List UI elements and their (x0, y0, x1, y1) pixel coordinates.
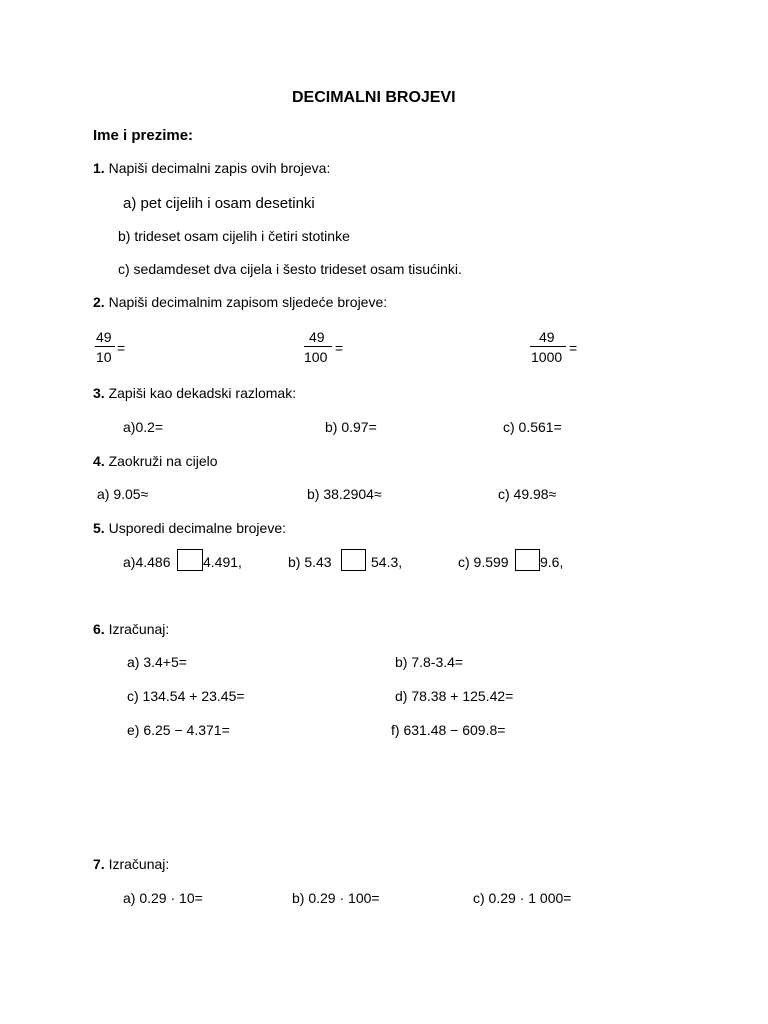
q3-item-b: b) 0.97= (325, 419, 377, 435)
fraction-49-10 (93, 328, 133, 364)
question-2 (93, 295, 387, 309)
fraction-denominator: 10 (96, 349, 112, 365)
compare-box[interactable] (341, 549, 366, 571)
fraction-bar (530, 346, 566, 347)
fraction-49-1000 (529, 328, 589, 364)
question-number: 7. (93, 856, 105, 872)
fraction-49-100 (303, 328, 353, 364)
q6-item-f: f) 631.48 − 609.8= (391, 722, 506, 738)
question-number: 5. (93, 520, 105, 536)
q1-item-a: a) pet cijelih i osam desetinki (123, 195, 315, 212)
question-6 (93, 622, 169, 636)
q5-item-c-right: 9.6, (540, 554, 564, 570)
fraction-bar (304, 346, 332, 347)
q3-item-a: a)0.2= (123, 419, 164, 435)
question-text: Zaokruži na cijelo (108, 453, 218, 469)
q6-item-a: a) 3.4+5= (127, 654, 187, 670)
fraction-numerator: 49 (539, 329, 555, 345)
question-number: 2. (93, 294, 105, 310)
question-text: Izračunaj: (108, 621, 170, 637)
question-number: 3. (93, 385, 105, 401)
fraction-numerator: 49 (309, 329, 325, 345)
q5-item-c-left: c) 9.599 (458, 554, 509, 570)
fraction-numerator: 49 (96, 329, 112, 345)
q4-item-b: b) 38.2904≈ (307, 486, 382, 502)
question-3 (93, 386, 296, 400)
q4-item-c: c) 49.98≈ (498, 486, 557, 502)
q1-item-b: b) trideset osam cijelih i četiri stotinke (118, 228, 350, 244)
equals-sign: = (569, 340, 578, 356)
question-text: Zapiši kao dekadski razlomak: (108, 385, 297, 401)
page-title: DECIMALNI BROJEVI (292, 89, 456, 106)
question-text: Napiši decimalnim zapisom sljedeće brojeve: (108, 294, 388, 310)
q7-item-a: a) 0.29 · 10= (123, 890, 203, 906)
q4-item-a: a) 9.05≈ (97, 486, 149, 502)
q1-item-c: c) sedamdeset dva cijela i šesto trideset osam tisućinki. (118, 261, 462, 277)
question-text: Usporedi decimalne brojeve: (108, 520, 287, 536)
equals-sign: = (117, 340, 126, 356)
q3-item-c: c) 0.561= (503, 419, 562, 435)
question-1 (93, 161, 330, 175)
fraction-bar (95, 346, 115, 347)
q5-item-a-left: a)4.486 (123, 554, 171, 570)
name-label: Ime i prezime: (93, 127, 194, 144)
question-7 (93, 857, 169, 871)
q5-item-b-right: 54.3, (371, 554, 403, 570)
q6-item-b: b) 7.8-3.4= (395, 654, 464, 670)
compare-box[interactable] (177, 549, 203, 571)
q6-item-c: c) 134.54 + 23.45= (127, 688, 245, 704)
question-4 (93, 454, 218, 468)
q5-item-a-right: 4.491, (203, 554, 242, 570)
fraction-denominator: 100 (304, 349, 328, 365)
equals-sign: = (335, 340, 344, 356)
q6-item-e: e) 6.25 − 4.371= (127, 722, 230, 738)
q5-item-b-left: b) 5.43 (288, 554, 332, 570)
q7-item-b: b) 0.29 · 100= (292, 890, 380, 906)
question-text: Izračunaj: (108, 856, 170, 872)
question-number: 1. (93, 160, 105, 176)
q6-item-d: d) 78.38 + 125.42= (395, 688, 514, 704)
question-number: 6. (93, 621, 105, 637)
compare-box[interactable] (515, 549, 540, 571)
question-5 (93, 521, 286, 535)
question-text: Napiši decimalni zapis ovih brojeva: (108, 160, 331, 176)
question-number: 4. (93, 453, 105, 469)
q7-item-c: c) 0.29 · 1 000= (473, 890, 572, 906)
fraction-denominator: 1000 (531, 349, 563, 365)
